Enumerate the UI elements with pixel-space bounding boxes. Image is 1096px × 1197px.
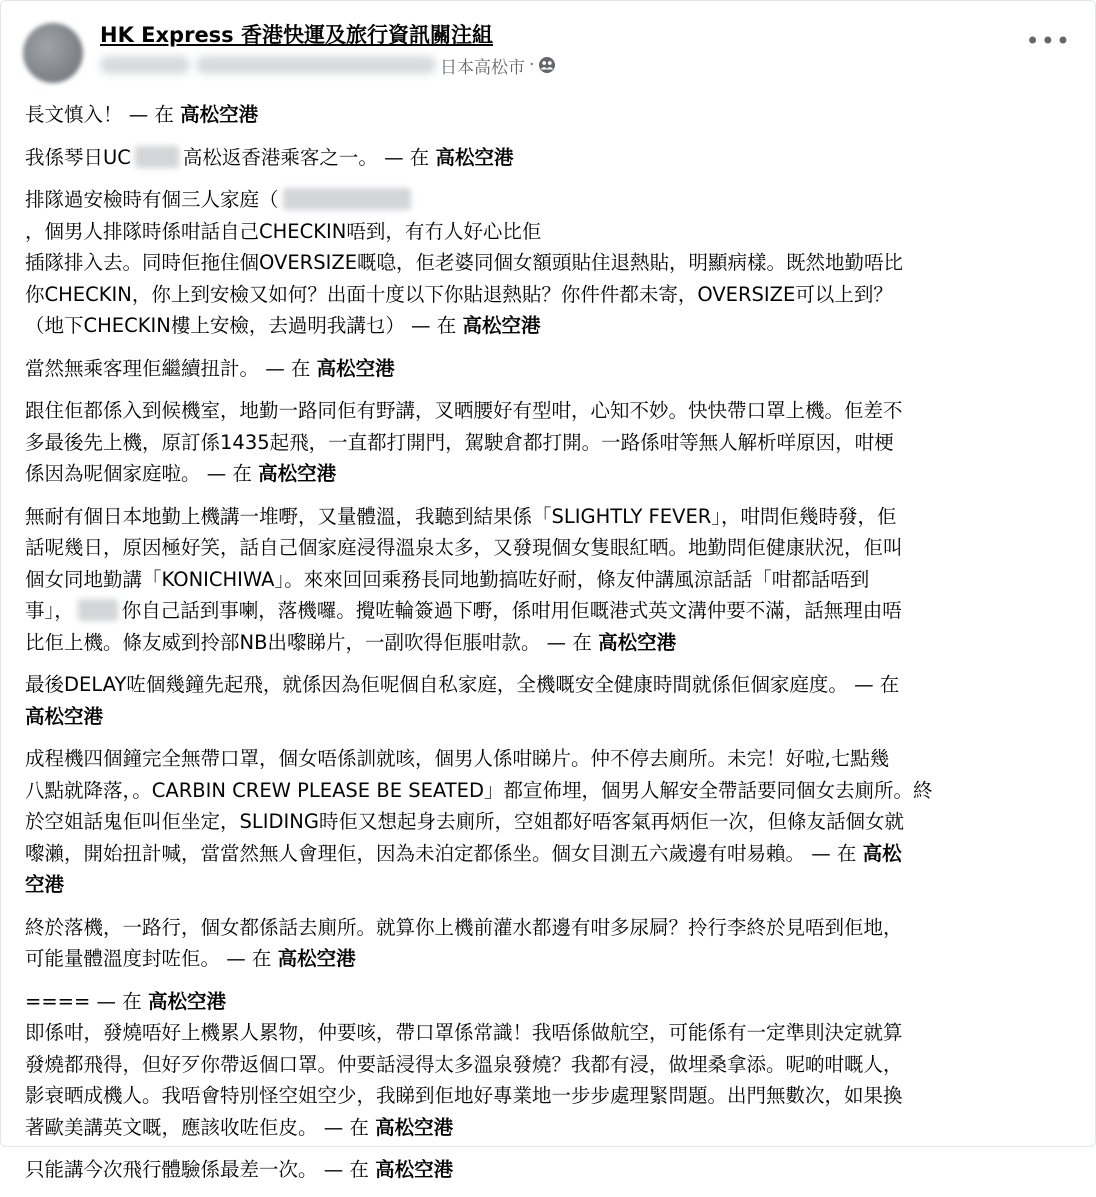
place-link[interactable]: 高松空港 <box>435 145 514 169</box>
checkin-location <box>318 1116 454 1139</box>
post-paragraph <box>25 1017 1089 1143</box>
checkin-location <box>318 1158 454 1181</box>
post-paragraph <box>25 184 1089 342</box>
checkin-prefix: — 在 <box>377 145 436 169</box>
checkin-location <box>201 462 337 485</box>
post-paragraph <box>25 986 1089 1018</box>
checkin-location <box>848 673 899 696</box>
post-line <box>25 775 1089 807</box>
location-label[interactable]: 日本高松市 <box>440 57 525 78</box>
place-link[interactable]: 高松空港 <box>375 1115 454 1139</box>
post-text: 個女同地勤講「KONICHIWA」。來來回回乘務長同地勤搞咗好耐，條友仲講風涼話話「咁都話唔到 <box>25 567 870 591</box>
post-text: 成程機四個鐘完全無帶口罩，個女唔係訓就咳，個男人係咁睇片。仲不停去廁所。未完！好啦,七點幾 <box>25 747 890 770</box>
post-text: 話呢幾日，原因極好笑，話自己個家庭浸得溫泉太多，又發現個女隻眼紅晒。地勤問佢健康狀況，佢叫 <box>25 536 903 559</box>
post-line <box>25 1112 1089 1144</box>
post-text: 影衰晒成機人。我唔會特別怪空姐空少，我睇到佢地好專業地一步步處理緊問題。出門無數次，如果換 <box>25 1084 903 1107</box>
checkin-prefix: — 在 <box>90 989 148 1013</box>
post-line <box>25 458 1089 490</box>
post-line <box>25 99 1089 131</box>
post-line <box>25 1049 1089 1081</box>
post-text: 你CHECKIN，你上到安檢又如何？出面十度以下你貼退熱貼？你件件都未寄，OVERSIZE可以上到？ <box>25 282 893 306</box>
post-line <box>25 627 1089 659</box>
post-line <box>25 142 1089 174</box>
post-paragraph <box>25 142 1089 174</box>
post-text: 發燒都飛得，但好歹你帶返個口罩。仲要話浸得太多溫泉發燒？我都有浸，做埋桑拿添。呢啲咁嘅人， <box>25 1052 903 1076</box>
checkin-location <box>805 842 902 865</box>
post-text: 著歐美講英文嘅，應該收咗佢皮。 <box>25 1115 318 1139</box>
redacted-text <box>135 146 179 168</box>
post-line <box>25 912 1089 944</box>
post-text: 可能量體溫度封咗佢。 <box>25 947 221 970</box>
checkin-location <box>220 947 356 970</box>
post-text: 多最後先上機，原訂係1435起飛，一直都打開門，駕駛倉都打開。一路係咁等無人解析咩原因，咁梗 <box>25 430 894 454</box>
checkin-location <box>259 357 395 380</box>
post-text: 終於落機，一路行，個女都係話去廁所。就算你上機前灌水都邊有咁多尿屙？拎行李終於見唔到佢地， <box>25 915 903 939</box>
post-text: 事」， <box>25 599 74 622</box>
post-line <box>25 669 1089 701</box>
checkin-prefix: — 在 <box>200 462 259 485</box>
post-line <box>25 310 1089 342</box>
post-meta <box>100 53 556 77</box>
redacted-author-name[interactable] <box>100 56 190 74</box>
post-paragraph <box>25 395 1089 490</box>
avatar[interactable] <box>23 23 83 83</box>
post-line <box>25 247 1089 279</box>
post-paragraph <box>25 353 1089 385</box>
post-line <box>25 943 1089 975</box>
post-text: 即係咁，發燒唔好上機累人累物，仲要咳，帶口罩係常識！我唔係做航空，可能係有一定準則決定就算 <box>25 1021 903 1044</box>
checkin-prefix: — 在 <box>317 1115 376 1139</box>
checkin-prefix: — 在 <box>404 314 463 337</box>
post-line <box>25 395 1089 427</box>
checkin-prefix: — 在 <box>317 1158 376 1181</box>
post-line <box>25 216 1089 248</box>
post-text: 排隊過安檢時有個三人家庭（ <box>25 188 279 211</box>
post-line <box>25 701 1089 733</box>
post-paragraph <box>25 669 1089 732</box>
post-text: ==== <box>25 989 91 1013</box>
group-name-link[interactable]: HK Express 香港快運及旅行資訊關注組 <box>100 23 493 47</box>
post-line <box>25 1154 1089 1186</box>
checkin-location <box>540 631 676 654</box>
post-line <box>25 869 1089 901</box>
post-text: 係因為呢個家庭啦。 <box>25 462 201 485</box>
checkin-prefix: — 在 <box>220 947 278 970</box>
checkin-prefix: — 在 <box>847 673 900 696</box>
post-body <box>25 99 1089 1197</box>
post-text: 於空姐話鬼佢叫佢坐定，SLIDING時佢又想起身去廁所，空姐都好唔客氣再炳佢一次，但條友話個女就 <box>25 810 904 833</box>
post-line <box>25 427 1089 459</box>
place-link[interactable]: 高松空港 <box>277 947 356 970</box>
place-link[interactable]: 高松空港 <box>25 704 104 728</box>
post-text: 你自己話到事喇，落機囉。攪咗輪簽過下嘢，係咁用佢嘅港式英文溝仲要不滿，話無理由唔 <box>121 599 902 622</box>
post-line <box>25 564 1089 596</box>
post-paragraph <box>25 912 1089 975</box>
post-text: 無耐有個日本地勤上機講一堆嘢，又量體溫，我聽到結果係「SLIGHTLY FEVER」，咁問佢幾時發，佢 <box>25 504 897 528</box>
post-text: 最後DELAY咗個幾鐘先起飛，就係因為佢呢個自私家庭，全機嘅安全健康時間就係佢個家庭度。 <box>25 673 848 696</box>
post-text: 插隊排入去。同時佢拖住個OVERSIZE嘅喼，佢老婆同個女額頭貼住退熱貼，明顯病樣。既然地勤唔比 <box>25 251 904 274</box>
post-text: 高松返香港乘客之一。 <box>182 145 378 169</box>
post-line <box>25 806 1089 838</box>
post-header <box>1 1 1095 93</box>
post-line <box>25 501 1089 533</box>
checkin-location <box>123 103 259 126</box>
place-link[interactable]: 高松空港 <box>147 989 226 1013</box>
checkin-prefix: — 在 <box>805 841 863 865</box>
redacted-text <box>78 599 118 621</box>
place-link[interactable]: 空港 <box>25 873 65 896</box>
post-text: 長文慎入！ <box>25 103 123 126</box>
post-line <box>25 353 1089 385</box>
post-paragraph <box>25 1154 1089 1186</box>
more-options-icon[interactable]: ••• <box>1025 27 1071 55</box>
post-line <box>25 532 1089 564</box>
post-text: 我係琴日UC <box>25 145 131 169</box>
post-text: （地下CHECKIN樓上安檢，去過明我講乜） <box>25 314 405 337</box>
place-link[interactable]: 高松空港 <box>375 1158 454 1181</box>
place-link[interactable]: 高松空港 <box>316 356 395 380</box>
post-paragraph <box>25 501 1089 659</box>
post-paragraph <box>25 99 1089 131</box>
redacted-text <box>283 188 411 210</box>
post-line <box>25 1080 1089 1112</box>
checkin-prefix: — 在 <box>540 630 599 654</box>
post-text: 跟住佢都係入到候機室，地勤一路同佢有野講，叉晒腰好有型咁，心知不妙。快快帶口罩上機。佢差不 <box>25 399 903 422</box>
checkin-prefix: — 在 <box>122 103 181 126</box>
post-line <box>25 743 1089 775</box>
post-text: 嚟瀨，開始扭計喊，當當然無人會理佢，因為未泊定都係坐。個女目測五六歲邊有咁易賴。 <box>25 841 806 865</box>
post-line <box>25 838 1089 870</box>
place-link[interactable]: 高松 <box>862 841 902 865</box>
post-line <box>25 595 1089 627</box>
post-text: 只能講今次飛行體驗係最差一次。 <box>25 1158 318 1181</box>
post-text: 比佢上機。條友威到拎部NB出嚟睇片，一副吹得佢脹咁款。 <box>25 630 541 654</box>
checkin-location <box>378 146 514 169</box>
post-line <box>25 986 1089 1018</box>
place-link[interactable]: 高松空港 <box>258 462 337 485</box>
place-link[interactable]: 高松空港 <box>180 103 259 126</box>
checkin-prefix: — 在 <box>259 356 317 380</box>
privacy-group-icon <box>538 56 556 74</box>
checkin-location <box>90 990 226 1013</box>
post-line <box>25 279 1089 311</box>
place-link[interactable]: 高松空港 <box>462 314 541 337</box>
place-link[interactable]: 高松空港 <box>598 630 677 654</box>
checkin-location <box>405 314 541 337</box>
meta-separator: · <box>529 55 535 75</box>
post-line <box>25 184 1089 216</box>
post-text: ，個男人排隊時係咁話自己CHECKIN唔到，有冇人好心比佢 <box>25 219 542 243</box>
post-text: 當然無乘客理佢繼續扭計。 <box>25 356 260 380</box>
post-line <box>25 1017 1089 1049</box>
redacted-author-detail <box>196 56 436 74</box>
post-text: 八點就降落，。CARBIN CREW PLEASE BE SEATED」都宣佈埋，個男人解安全帶話要同個女去廁所。終 <box>25 778 933 802</box>
post-paragraph <box>25 743 1089 901</box>
